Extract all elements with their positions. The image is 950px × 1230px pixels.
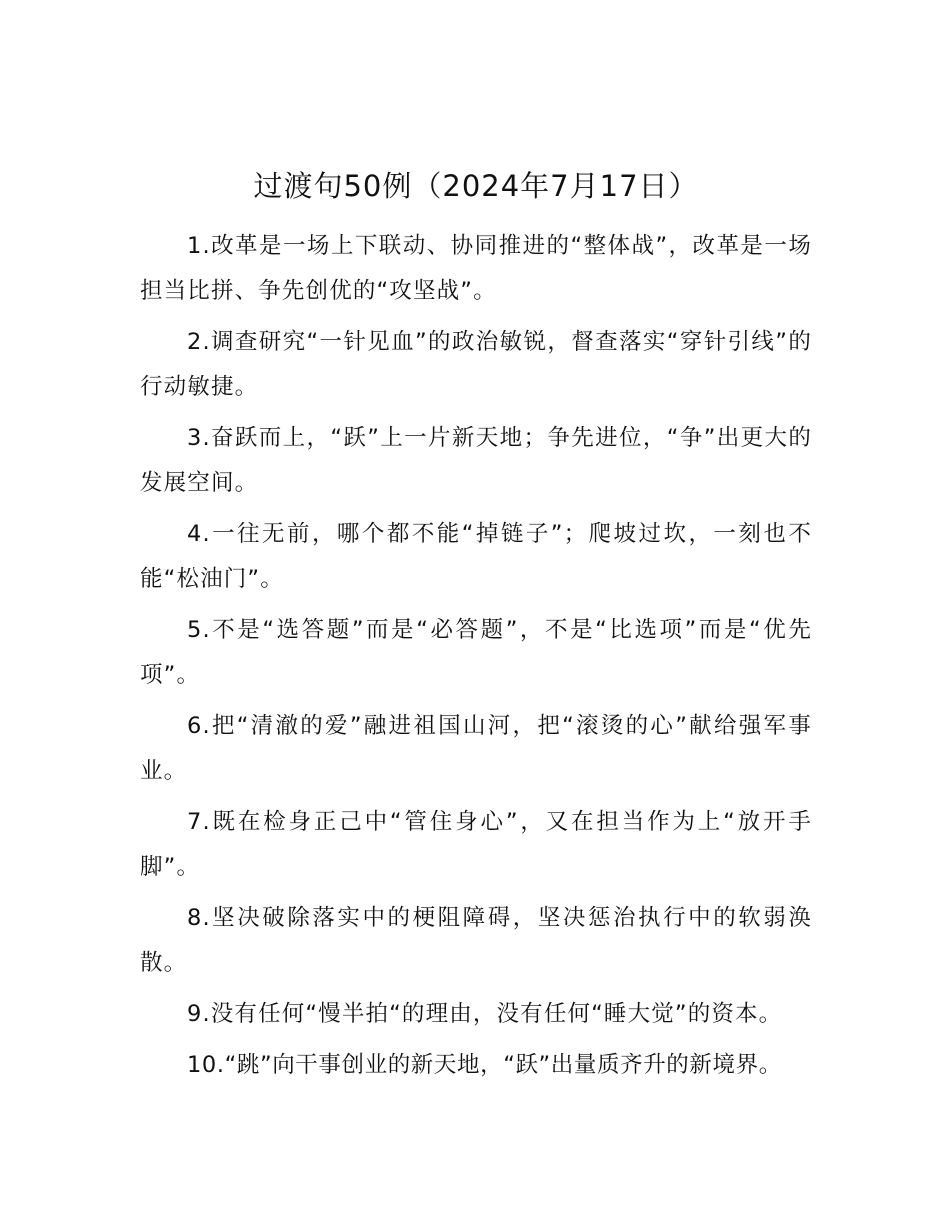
list-item: 6.把“清澈的爱”融进祖国山河，把“滚烫的心”献给强军事业。	[140, 713, 812, 784]
list-item: 8.坚决破除落实中的梗阻障碍，坚决惩治执行中的软弱涣散。	[140, 905, 812, 976]
list-item: 7.既在检身正己中“管住身心”，又在担当作为上“放开手脚”。	[140, 809, 812, 880]
list-item: 5.不是“选答题”而是“必答题”，不是“比选项”而是“优先项”。	[140, 617, 812, 688]
list-item: 2.调查研究“一针见血”的政治敏锐，督查落实“穿针引线”的行动敏捷。	[140, 329, 812, 400]
list-item: 3.奋跃而上，“跃”上一片新天地；争先进位，“争”出更大的发展空间。	[140, 425, 812, 496]
document-title: 过渡句50例（2024年7月17日）	[253, 169, 699, 203]
list-item: 4.一往无前，哪个都不能“掉链子”；爬坡过坎，一刻也不能“松油门”。	[140, 521, 812, 592]
list-item: 10.“跳”向干事创业的新天地，“跃”出量质齐升的新境界。	[187, 1052, 782, 1078]
item-list	[140, 224, 812, 1094]
list-item: 1.改革是一场上下联动、协同推进的“整体战”，改革是一场担当比拼、争先创优的“攻坚战”。	[140, 233, 812, 304]
list-item: 9.没有任何“慢半拍“的理由，没有任何“睡大觉”的资本。	[187, 1001, 783, 1027]
